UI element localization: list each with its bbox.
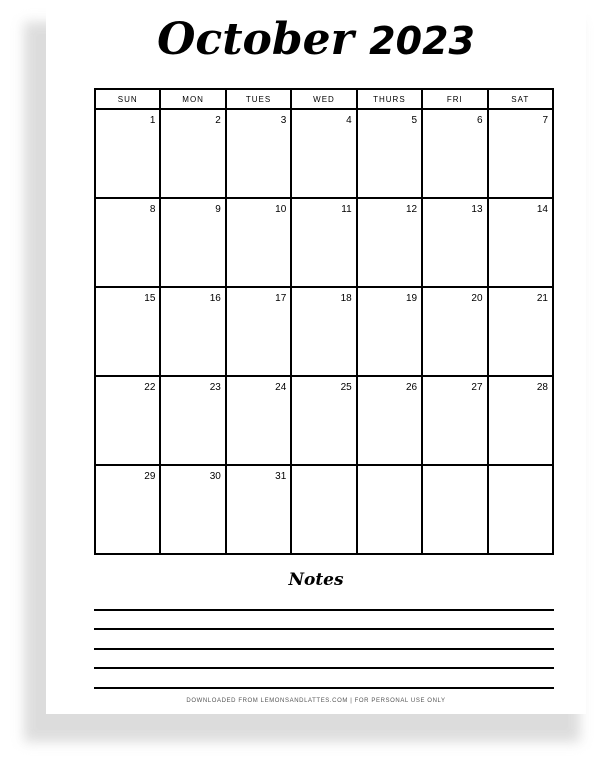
day-cell xyxy=(226,109,291,198)
notes-line xyxy=(94,609,554,611)
day-number xyxy=(292,466,355,471)
day-cell xyxy=(357,376,422,465)
day-cell xyxy=(226,198,291,287)
day-number: 1 xyxy=(149,115,156,126)
weekday-sat: SAT xyxy=(488,89,553,109)
day-cell xyxy=(95,109,160,198)
day-number: 19 xyxy=(405,293,418,304)
day-cell xyxy=(95,376,160,465)
notes-line xyxy=(94,667,554,669)
day-cell xyxy=(488,287,553,376)
day-cell xyxy=(160,198,225,287)
day-number: 16 xyxy=(209,293,221,304)
day-cell xyxy=(160,287,225,376)
day-cell xyxy=(291,109,356,198)
day-cell xyxy=(357,287,422,376)
day-cell xyxy=(422,109,487,198)
day-cell xyxy=(357,198,422,287)
day-number: 31 xyxy=(275,471,287,482)
day-number: 15 xyxy=(144,293,156,304)
day-cell xyxy=(291,198,356,287)
day-number: 2 xyxy=(215,115,221,126)
day-number: 21 xyxy=(536,293,548,304)
weekday-thurs: THURS xyxy=(357,89,422,109)
day-number: 11 xyxy=(341,204,352,215)
calendar-page xyxy=(46,0,586,714)
day-number: 5 xyxy=(411,115,418,126)
day-number: 4 xyxy=(346,115,352,126)
day-cell xyxy=(160,376,225,465)
day-cell xyxy=(488,198,553,287)
weekday-header-row xyxy=(95,89,553,109)
notes-line xyxy=(94,687,554,689)
day-cell xyxy=(488,465,553,554)
day-number: 23 xyxy=(209,382,221,393)
day-number xyxy=(423,466,486,471)
day-number: 20 xyxy=(471,293,483,304)
day-number: 3 xyxy=(280,115,287,126)
footer-credit: DOWNLOADED FROM LEMONSANDLATTES.COM | FOR PERSONAL USE ONLY xyxy=(186,698,446,704)
weekday-tues: TUES xyxy=(226,89,291,109)
day-number: 13 xyxy=(471,204,483,215)
day-number: 24 xyxy=(275,382,287,393)
day-number: 17 xyxy=(275,293,287,304)
day-number: 10 xyxy=(275,204,287,215)
day-cell xyxy=(422,198,487,287)
day-cell xyxy=(160,465,225,554)
title-month: October xyxy=(157,14,354,65)
notes-title: Notes xyxy=(288,570,344,590)
day-cell xyxy=(422,465,487,554)
weekday-sun: SUN xyxy=(95,89,160,109)
week-row xyxy=(95,109,553,198)
weekday-mon: MON xyxy=(160,89,225,109)
day-number: 28 xyxy=(536,382,548,393)
day-cell xyxy=(95,287,160,376)
day-number: 12 xyxy=(405,204,418,215)
day-number: 18 xyxy=(340,293,352,304)
day-cell xyxy=(488,109,553,198)
day-cell xyxy=(357,109,422,198)
title-year: 2023 xyxy=(369,19,475,63)
calendar-title xyxy=(46,10,586,71)
calendar-grid xyxy=(94,88,554,555)
weekday-wed: WED xyxy=(291,89,356,109)
day-number: 26 xyxy=(405,382,418,393)
weekday-fri: FRI xyxy=(422,89,487,109)
day-number xyxy=(489,466,552,471)
day-cell xyxy=(422,376,487,465)
day-cell xyxy=(226,465,291,554)
day-number: 25 xyxy=(340,382,352,393)
week-row xyxy=(95,465,553,554)
day-number: 7 xyxy=(542,115,548,126)
notes-line xyxy=(94,648,554,650)
day-cell xyxy=(291,376,356,465)
day-cell xyxy=(488,376,553,465)
day-number: 29 xyxy=(144,471,156,482)
day-cell xyxy=(291,287,356,376)
day-cell xyxy=(226,287,291,376)
day-cell xyxy=(226,376,291,465)
day-cell xyxy=(291,465,356,554)
day-number: 30 xyxy=(209,471,221,482)
day-cell xyxy=(422,287,487,376)
week-row xyxy=(95,376,553,465)
notes-line xyxy=(94,628,554,630)
day-cell xyxy=(357,465,422,554)
week-row xyxy=(95,287,553,376)
day-number: 22 xyxy=(144,382,156,393)
day-number: 8 xyxy=(149,204,156,215)
week-row xyxy=(95,198,553,287)
day-cell xyxy=(160,109,225,198)
day-number: 14 xyxy=(536,204,548,215)
day-cell xyxy=(95,465,160,554)
day-number: 27 xyxy=(471,382,483,393)
day-number: 9 xyxy=(215,204,221,215)
day-number xyxy=(358,466,421,471)
day-cell xyxy=(95,198,160,287)
day-number: 6 xyxy=(476,115,483,126)
